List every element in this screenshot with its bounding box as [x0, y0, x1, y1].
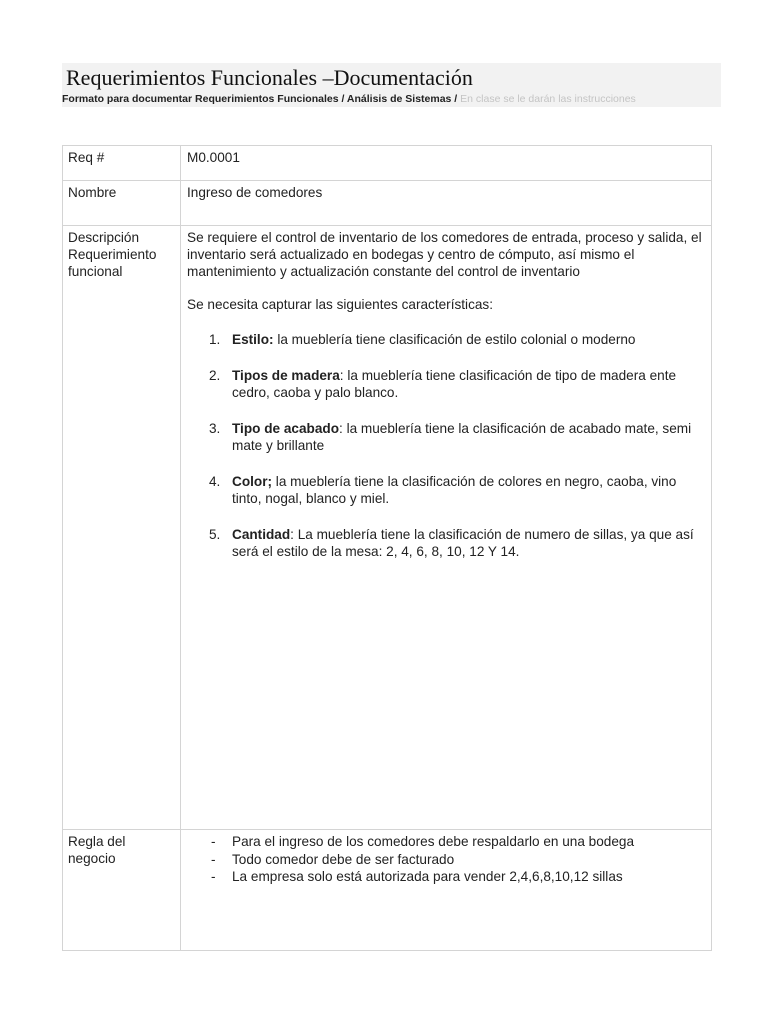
table-row-regla	[63, 830, 712, 951]
list-item-number: 5.	[209, 527, 221, 542]
list-item-text: : la mueblería tiene la clasificación de acabado mate, semi mate y brillante	[232, 421, 692, 453]
list-item-number: 2.	[209, 368, 221, 383]
list-item-dash: -	[211, 834, 216, 849]
list-item-text: la mueblería tiene la clasificación de colores en negro, caoba, vino tinto, nogal, blanco y miel.	[232, 474, 677, 506]
list-item	[187, 367, 703, 401]
list-item-dash: -	[211, 851, 216, 867]
list-item-text: : La mueblería tiene la clasificación de numero de sillas, ya que así será el estilo de la mesa: 2, 4, 6, 8, 10, 12 Y 14.	[232, 527, 694, 559]
document-subtitle	[62, 92, 636, 106]
descripcion-intro: Se requiere el control de inventario de los comedores de entrada, proceso y salida, el inventario será actualizado en bodegas y centro de cómputo, así mismo el mantenimiento y actualización constante del control de inventario	[187, 230, 702, 279]
list-item	[187, 420, 703, 454]
list-item-text: Para el ingreso de los comedores debe respaldarlo en una bodega	[232, 834, 635, 849]
list-item-number: 1.	[209, 332, 221, 347]
regla-label: Regla del negocio	[63, 830, 181, 951]
table-row-req	[63, 146, 712, 181]
req-number-value: M0.0001	[181, 146, 712, 181]
subtitle-instructions-text: En clase se le darán las instrucciones	[457, 93, 636, 105]
list-item-term: Tipos de madera	[232, 368, 340, 383]
nombre-label: Nombre	[63, 181, 181, 226]
list-item	[187, 526, 703, 560]
list-item-term: Estilo:	[232, 332, 274, 347]
list-item	[187, 473, 703, 507]
descripcion-lead: Se necesita capturar las siguientes características:	[187, 297, 494, 312]
subtitle-format-text: Formato para documentar Requerimientos Funcionales / Análisis de Sistemas /	[62, 93, 458, 105]
list-item-dash: -	[211, 869, 216, 884]
list-item-number: 4.	[209, 474, 221, 489]
list-item	[187, 851, 703, 869]
nombre-value: Ingreso de comedores	[181, 181, 712, 226]
regla-cell	[181, 830, 712, 951]
requirements-table	[62, 145, 712, 951]
table-row-nombre	[63, 181, 712, 226]
rules-list	[187, 833, 703, 886]
list-item-term: Cantidad	[232, 527, 291, 542]
table-row-descripcion	[63, 226, 712, 830]
list-item	[187, 331, 703, 348]
descripcion-label: Descripción Requerimiento funcional	[63, 226, 181, 830]
list-item-number: 3.	[209, 421, 221, 436]
descripcion-cell	[181, 226, 712, 830]
list-item	[187, 868, 703, 886]
list-item-text: La empresa solo está autorizada para vender 2,4,6,8,10,12 sillas	[232, 869, 623, 884]
document-title: Requerimientos Funcionales –Documentación	[66, 65, 473, 90]
req-number-label: Req #	[63, 146, 181, 181]
list-item-text: la mueblería tiene clasificación de estilo colonial o moderno	[273, 332, 636, 347]
list-item	[187, 833, 703, 851]
list-item-term: Color;	[232, 474, 273, 489]
list-item-text: Todo comedor debe de ser facturado	[232, 851, 455, 867]
list-item-text: : la mueblería tiene clasificación de tipo de madera ente cedro, caoba y palo blanco.	[232, 368, 677, 400]
features-list	[187, 331, 703, 560]
list-item-term: Tipo de acabado	[232, 421, 340, 436]
